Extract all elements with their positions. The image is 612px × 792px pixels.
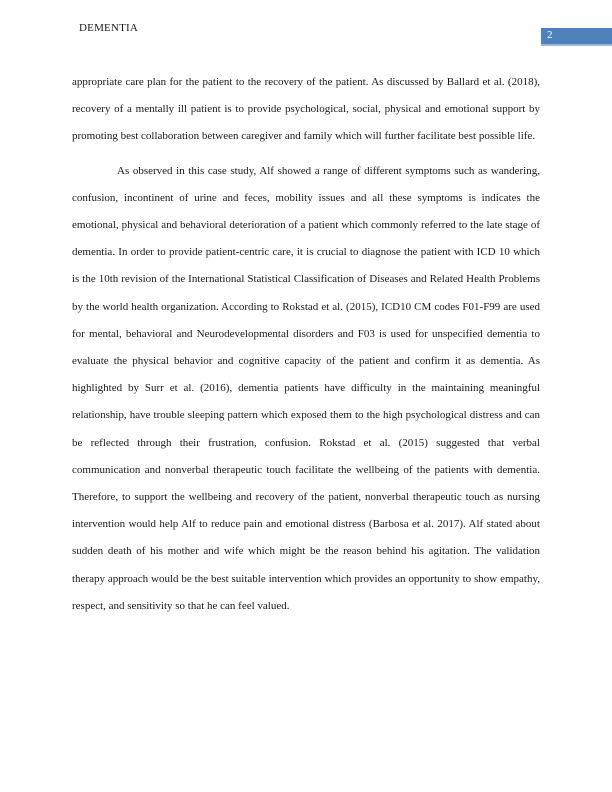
- paragraph-1: appropriate care plan for the patient to the recovery of the patient. As discussed by Ballard et al. (2018), recovery of a mentally ill patient is to provide psychological, social, physical and emotional support by promoting best collaboration between caregiver and family which will further facilitate best possible life.: [72, 76, 540, 143]
- running-head: DEMENTIA: [79, 22, 139, 34]
- page-number: 2: [547, 29, 553, 41]
- paragraph-2: As observed in this case study, Alf showed a range of different symptoms such as wandering, confusion, incontinent of urine and feces, mobility issues and all these symptoms is indicates the emotional, physical and behavioral deterioration of a patient which commonly referred to the late stage of dementia. In order to provide patient-centric care, it is crucial to diagnose the patient with ICD 10 which is the 10th revision of the International Statistical Classification of Diseases and Related Health Problems by the world health organization. According to Rokstad et al. (2015), ICD10 CM codes F01-F99 are used for mental, behavioral and Neurodevelopmental disorders and F03 is used for unspecified dementia to evaluate the physical behavior and cognitive capacity of the patient and confirm it as dementia. As highlighted by Surr et al. (2016), dementia patients have difficulty in the maintaining meaningful relationship, have trouble sleeping pattern which exposed them to the high psychological distress and can be reflected through their frustration, confusion. Rokstad et al. (2015) suggested that verbal communication and nonverbal therapeutic touch facilitate the wellbeing of the patients with dementia. Therefore, to support the wellbeing and recovery of the patient, nonverbal therapeutic touch as nursing intervention would help Alf to reduce pain and emotional distress (Barbosa et al. 2017). Alf stated about sudden death of his mother and wife which might be the reason behind his agitation. The validation therapy approach would be the best suitable intervention which provides an opportunity to show empathy, respect, and sensitivity so that he can feel valued.: [72, 164, 540, 612]
- document-body: [72, 69, 540, 627]
